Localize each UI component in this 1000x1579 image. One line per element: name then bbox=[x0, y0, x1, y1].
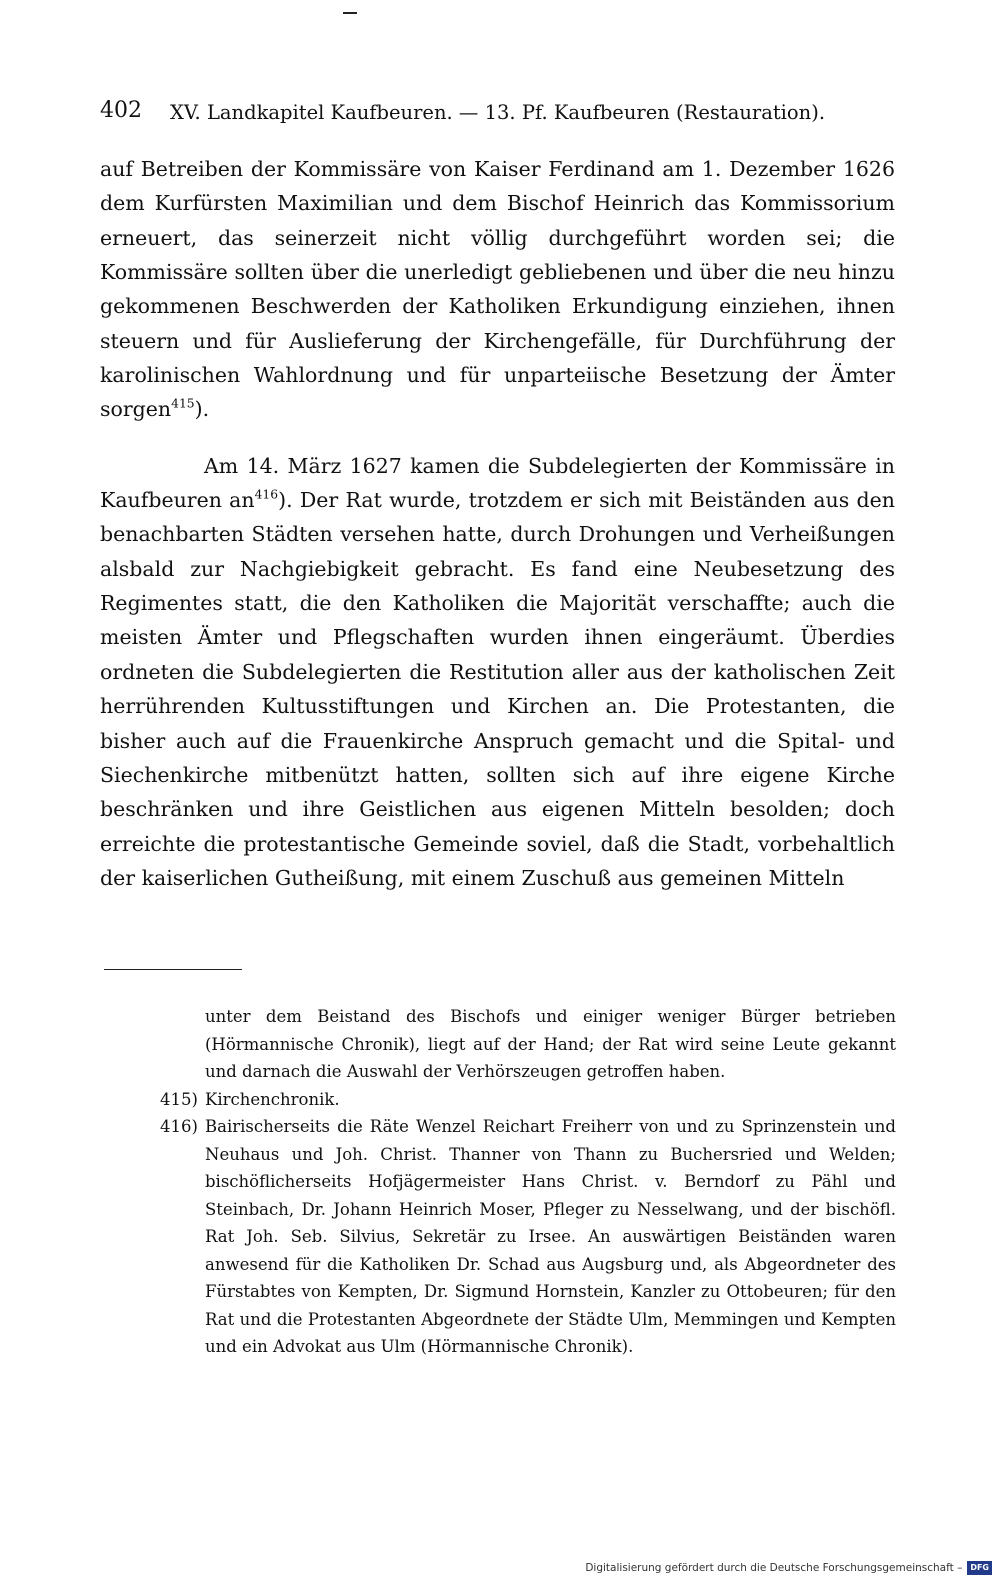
paragraph-1-text: auf Betreiben der Kommissäre von Kaiser Ferdinand am 1. Dezember 1626 dem Kurfürsten Maximilian und dem Bischof Heinrich das Kommissorium erneuert, das seinerzeit nicht völlig durchgeführt worden sei; die Kommissäre sollten über die unerledigt gebliebenen und über die neu hinzu gekommenen Beschwerden der Katholiken Erkundigung einziehen, ihnen steuern und für Auslieferung der Kirchengefälle, für Durchführung der karolinischen Wahlordnung und für unparteiische Besetzung der Ämter sorgen bbox=[100, 157, 895, 422]
credit-text: Digitalisierung gefördert durch die Deutsche Forschungsgemeinschaft – bbox=[585, 1562, 963, 1574]
footnote-separator bbox=[104, 969, 242, 970]
paragraph-2-start: Am 14. März 1627 kamen die Subdelegierten der Kommissäre in Kaufbeuren an bbox=[100, 453, 895, 513]
running-title: XV. Landkapitel Kaufbeuren. — 13. Pf. Kaufbeuren (Restauration). bbox=[170, 101, 826, 124]
dfg-logo: DFG bbox=[967, 1561, 992, 1575]
footnote-continuation: unter dem Beistand des Bischofs und einiger weniger Bürger betrieben (Hörmannische Chronik), liegt auf der Hand; der Rat wird seine Leute gekannt und darnach die Auswahl der Verhörszeugen getroffen haben. bbox=[205, 1007, 896, 1081]
paragraph-1 bbox=[100, 152, 895, 427]
scan-mark bbox=[343, 12, 357, 14]
footnote-416 bbox=[160, 1113, 896, 1361]
running-header bbox=[100, 98, 900, 132]
main-text bbox=[100, 152, 895, 895]
footnote-mark: 415) bbox=[160, 1089, 198, 1109]
footnote-text: Kirchenchronik. bbox=[205, 1089, 340, 1109]
paragraph-2 bbox=[100, 449, 895, 895]
footnote-ref-415[interactable]: 415 bbox=[171, 396, 195, 411]
paragraph-1-end: ). bbox=[194, 397, 210, 422]
footnote-415 bbox=[160, 1086, 896, 1114]
footnote-ref-416[interactable]: 416 bbox=[254, 487, 279, 502]
footnote-text: Bairischerseits die Räte Wenzel Reichart Freiherr von und zu Sprinzenstein und Neuhaus und Joh. Christ. Thanner von Thann zu Buchersried und Welden; bischöflicherseits Hofjägermeister Hans Christ. v. Berndorf zu Pähl und Steinbach, Dr. Johann Heinrich Moser, Pfleger zu Nesselwang, und der bischöfl. Rat Joh. Seb. Silvius, Sekretär zu Irsee. An auswärtigen Beiständen waren anwesend für die Katholiken Dr. Schad aus Augsburg und, als Abgeordneter des Fürstabtes von Kempten, Dr. Sigmund Hornstein, Kanzler zu Ottobeuren; für den Rat und die Protestanten Abgeordnete der Städte Ulm, Memmingen und Kempten und ein Advokat aus Ulm (Hörmannische Chronik). bbox=[205, 1117, 896, 1356]
page-number: 402 bbox=[100, 98, 142, 123]
footnote-mark: 416) bbox=[160, 1117, 198, 1136]
paragraph-2-rest: ). Der Rat wurde, trotzdem er sich mit Beiständen aus den benachbarten Städten versehen hatte, durch Drohungen und Verheißungen alsbald zur Nachgiebigkeit gebracht. Es fand eine Neubesetzung des Regimentes statt, die den Katholiken die Majorität verschaffte; auch die meisten Ämter und Pflegschaften wurden ihnen eingeräumt. Überdies ordneten die Subdelegierten die Restitution aller aus der katholischen Zeit herrührenden Kultusstiftungen und Kirchen an. Die Protestanten, die bisher auch auf die Frauenkirche Anspruch gemacht und die Spital- und Siechenkirche mitbenützt hatten, sollten sich auf ihre eigene Kirche beschränken und ihre Geistlichen aus eigenen Mitteln besolden; doch erreichte die protestantische Gemeinde soviel, daß die Stadt, vorbehaltlich der kaiserlichen Gutheißung, mit einem Zuschuß aus gemeinen Mitteln bbox=[100, 488, 895, 890]
digitization-credit bbox=[585, 1560, 992, 1576]
footnotes bbox=[160, 1003, 896, 1361]
